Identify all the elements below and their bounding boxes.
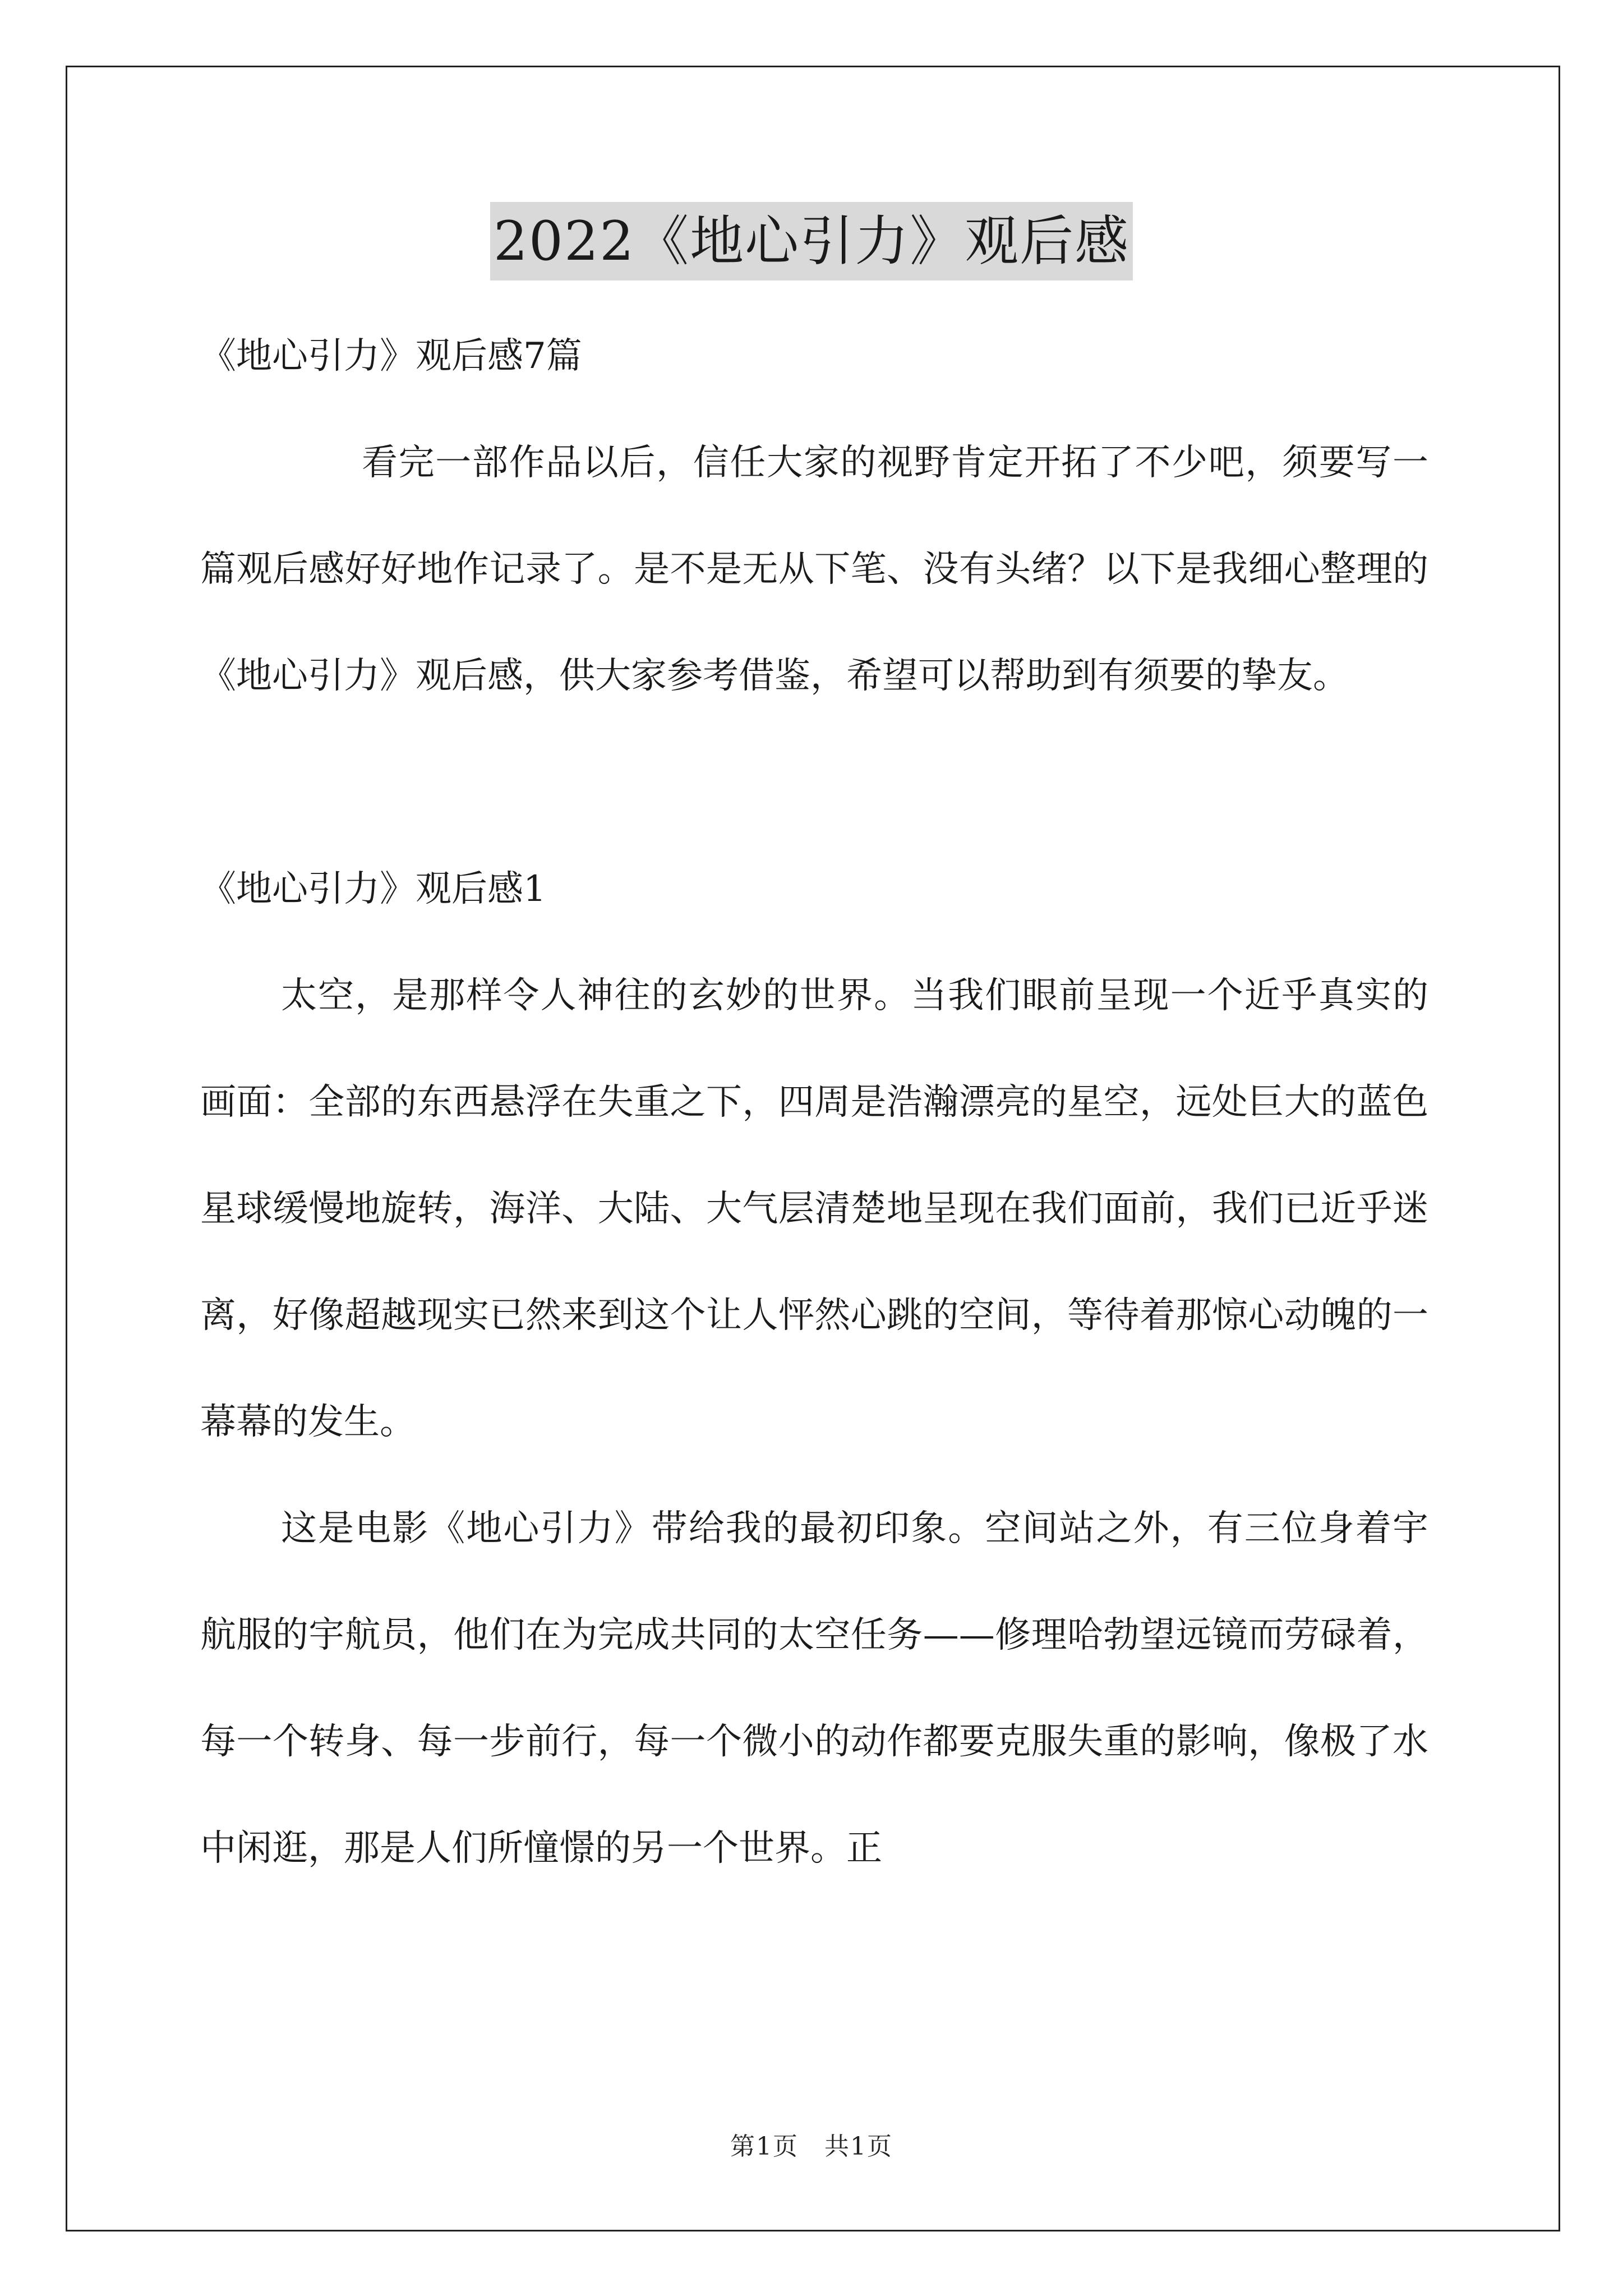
subtitle: 《地心引力》观后感7篇: [200, 335, 582, 377]
intro-paragraph: 看完一部作品以后，信任大家的视野肯定开拓了不少吧，须要写一篇观后感好好地作记录了。是不是无从下笔、没有头绪？以下是我细心整理的《地心引力》观后感，供大家参考借鉴，希望可以帮助到有须要的挚友。: [200, 442, 1428, 697]
spacer: [200, 729, 1428, 836]
document-title: 2022《地心引力》观后感: [490, 202, 1133, 280]
body-paragraph-1: 太空，是那样令人神往的玄妙的世界。当我们眼前呈现一个近乎真实的画面：全部的东西悬浮在失重之下，四周是浩瀚漂亮的星空，远处巨大的蓝色星球缓慢地旋转，海洋、大陆、大气层清楚地呈现在我们面前，我们已近乎迷离，好像超越现实已然来到这个让人怦然心跳的空间，等待着那惊心动魄的一幕幕的发生。: [200, 975, 1428, 1443]
body-paragraph-2: 这是电影《地心引力》带给我的最初印象。空间站之外，有三位身着宇航服的宇航员，他们在为完成共同的太空任务——修理哈勃望远镜而劳碌着，每一个转身、每一步前行，每一个微小的动作都要克服失重的影响，像极了水中闲逛，那是人们所憧憬的另一个世界。正: [200, 1508, 1428, 1869]
document-body: [200, 303, 1428, 1902]
title-wrap: [0, 202, 1623, 280]
page-footer: 第1页 共1页: [730, 2132, 893, 2161]
section-heading: 《地心引力》观后感1: [200, 868, 546, 910]
